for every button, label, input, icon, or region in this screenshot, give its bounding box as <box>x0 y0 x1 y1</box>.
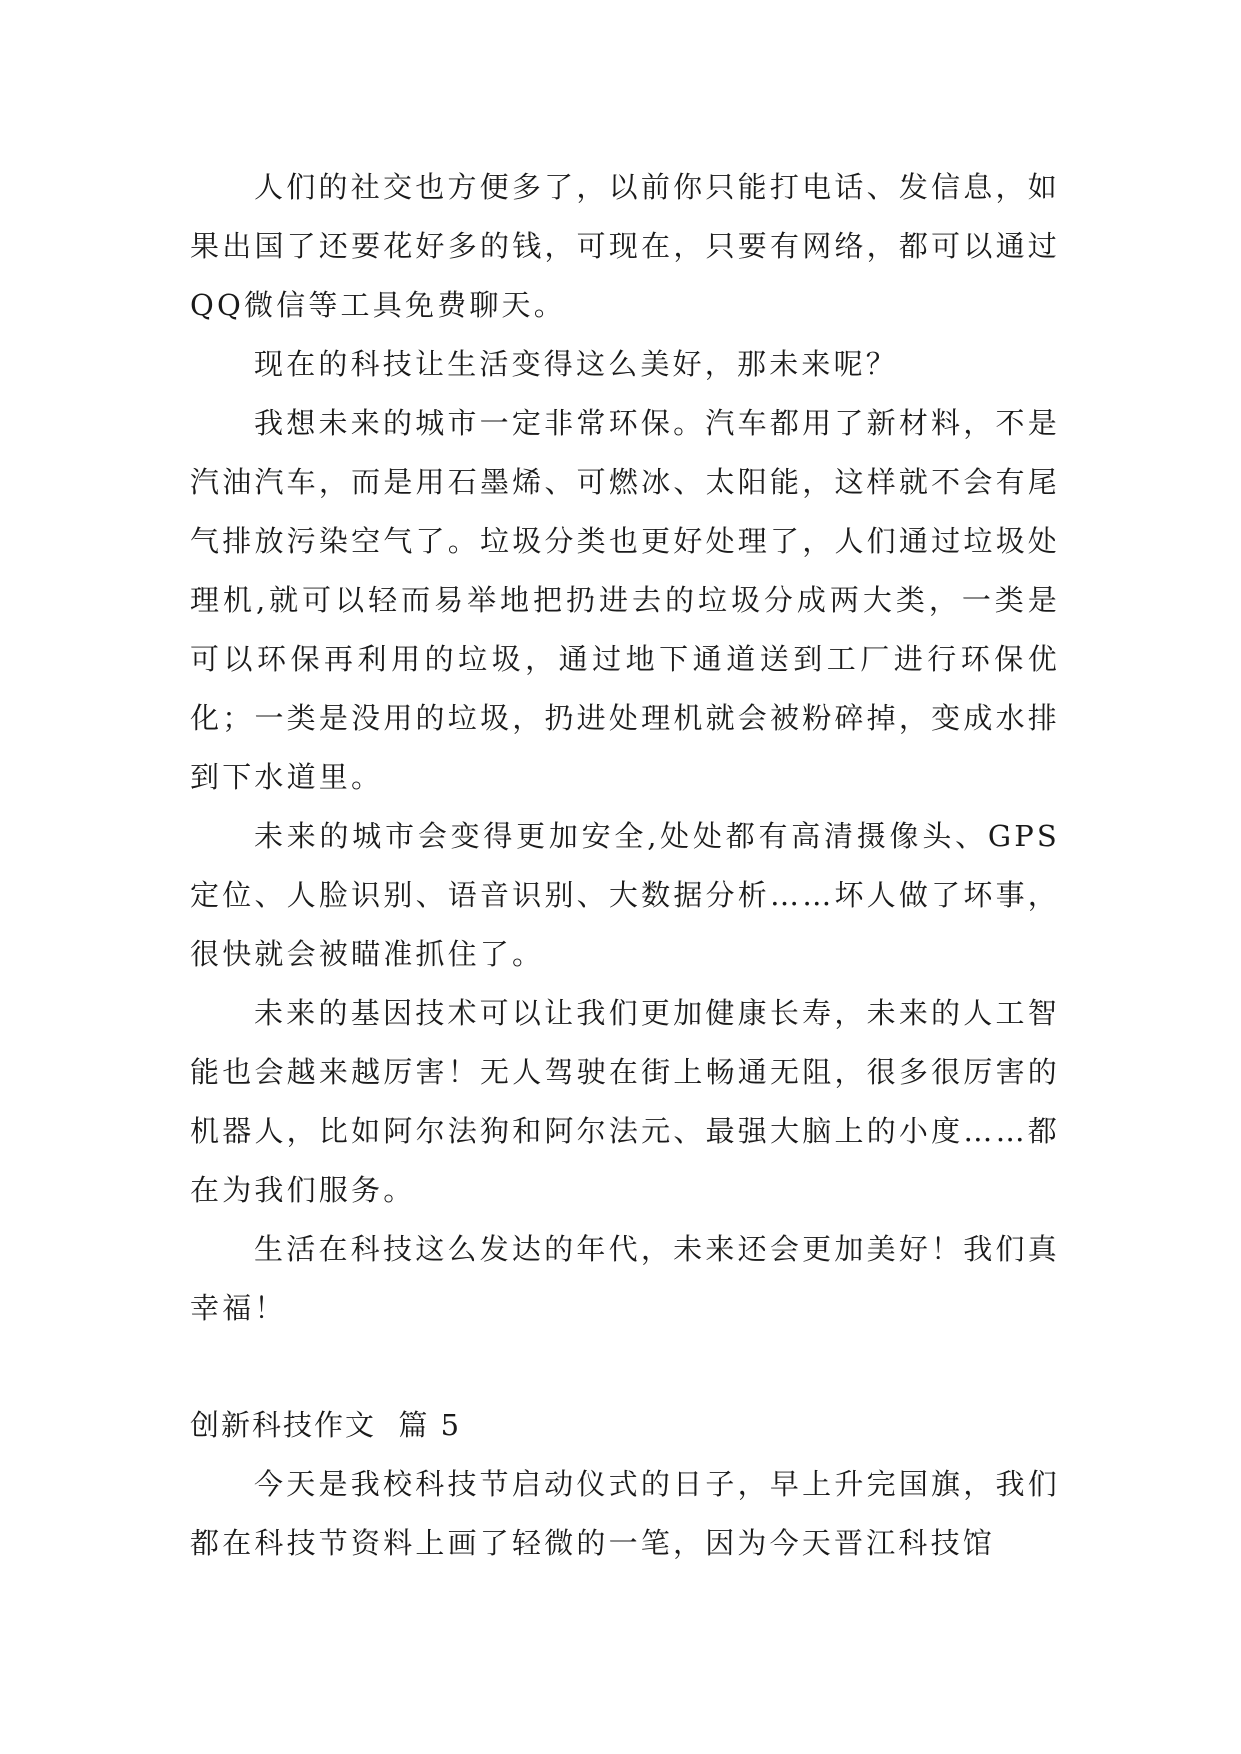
paragraph-ai: 未来的基因技术可以让我们更加健康长寿，未来的人工智能也会越来越厉害！无人驾驶在街上畅通无阻，很多很厉害的机器人，比如阿尔法狗和阿尔法元、最强大脑上的小度……都在为我们服务。 <box>190 996 1060 1207</box>
paragraph-essay5-intro: 今天是我校科技节启动仪式的日子，早上升完国旗，我们都在科技节资料上画了轻微的一笔，因为今天晋江科技馆 <box>190 1467 1060 1560</box>
paragraph-future-question: 现在的科技让生活变得这么美好，那未来呢？ <box>254 347 899 381</box>
paragraph-environment: 我想未来的城市一定非常环保。汽车都用了新材料，不是汽油汽车，而是用石墨烯、可燃冰、太阳能，这样就不会有尾气排放污染空气了。垃圾分类也更好处理了，人们通过垃圾处理机,就可以轻而易举地把扔进去的垃圾分成两大类，一类是可以环保再利用的垃圾，通过地下通道送到工厂进行环保优化；一类是没用的垃圾，扔进处理机就会被粉碎掉，变成水排到下水道里。 <box>190 406 1060 794</box>
paragraph-social: 人们的社交也方便多了，以前你只能打电话、发信息，如果出国了还要花好多的钱，可现在，只要有网络，都可以通过QQ微信等工具免费聊天。 <box>190 170 1060 322</box>
paragraph-safety: 未来的城市会变得更加安全,处处都有高清摄像头、GPS定位、人脸识别、语音识别、大数据分析……坏人做了坏事，很快就会被瞄准抓住了。 <box>190 819 1060 971</box>
section-heading: 创新科技作文 篇 5 <box>190 1408 462 1442</box>
paragraph-conclusion: 生活在科技这么发达的年代，未来还会更加美好！我们真幸福！ <box>190 1232 1060 1325</box>
document-body <box>190 158 1060 1573</box>
